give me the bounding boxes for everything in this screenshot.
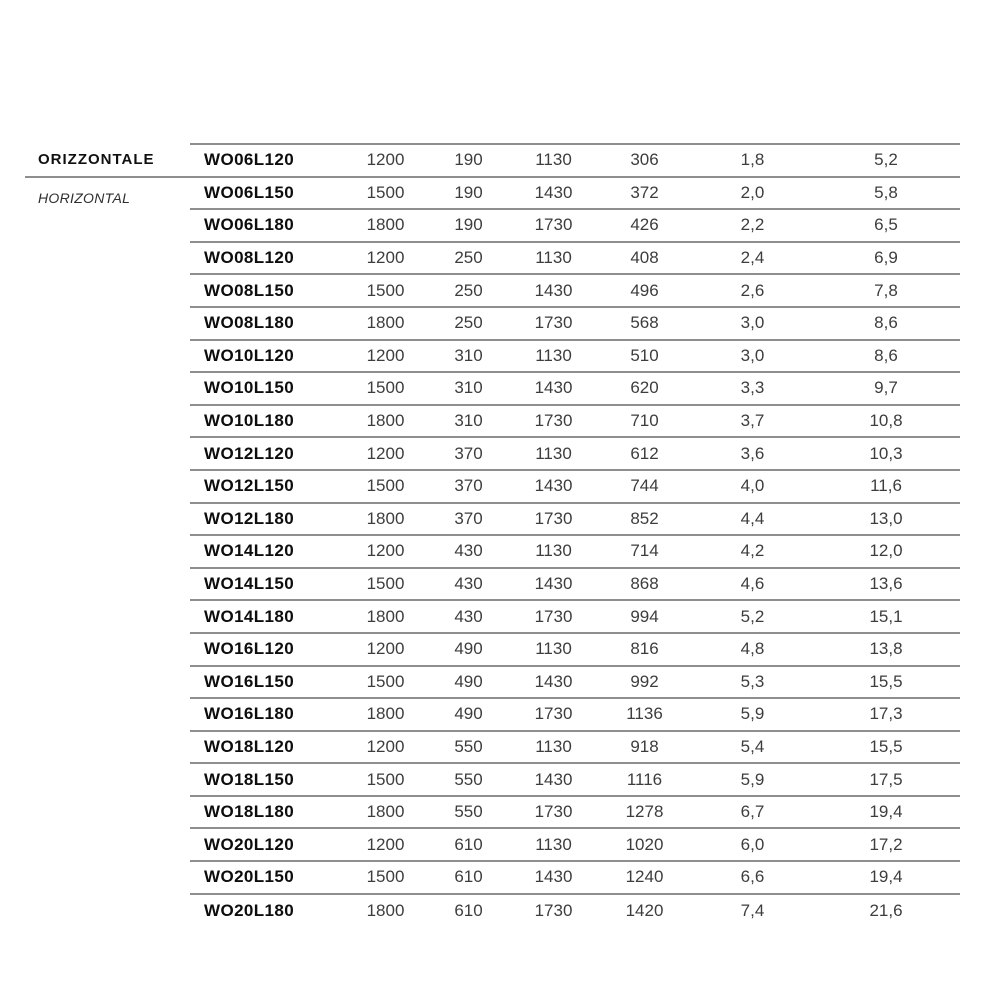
section-divider-line xyxy=(25,176,190,178)
value-cell: 5,2 xyxy=(874,150,898,170)
value-cell: 620 xyxy=(630,378,659,398)
value-cell: 13,6 xyxy=(869,574,903,594)
value-cell: 370 xyxy=(454,476,483,496)
value-cell: 426 xyxy=(630,215,659,235)
table-row xyxy=(190,797,960,830)
value-cell: 550 xyxy=(454,736,483,756)
value-cell: 490 xyxy=(454,639,483,659)
value-cell: 12,0 xyxy=(869,541,903,561)
value-cell: 1130 xyxy=(535,834,572,854)
value-cell: 994 xyxy=(630,606,659,626)
value-cell: 1,8 xyxy=(740,150,765,170)
table-row xyxy=(190,699,960,732)
section-title-english: HORIZONTAL xyxy=(38,190,131,206)
value-cell: 19,4 xyxy=(869,867,903,887)
value-cell: 992 xyxy=(630,671,659,691)
value-cell: 1130 xyxy=(535,541,572,561)
value-cell: 4,2 xyxy=(740,541,765,561)
value-cell: 1800 xyxy=(366,704,405,724)
model-code: WO14L120 xyxy=(204,541,295,561)
table-row xyxy=(190,667,960,700)
value-cell: 1800 xyxy=(366,313,405,333)
value-cell: 1420 xyxy=(625,900,664,920)
value-cell: 370 xyxy=(454,508,483,528)
value-cell: 4,4 xyxy=(740,508,765,528)
value-cell: 310 xyxy=(454,411,483,431)
value-cell: 1800 xyxy=(366,606,405,626)
model-code: WO16L150 xyxy=(204,671,295,691)
model-code: WO08L180 xyxy=(204,313,295,333)
model-code: WO06L180 xyxy=(204,215,295,235)
value-cell: 852 xyxy=(630,508,659,528)
value-cell: 510 xyxy=(630,345,659,365)
value-cell: 1800 xyxy=(366,802,405,822)
table-row xyxy=(190,275,960,308)
value-cell: 2,4 xyxy=(740,248,765,268)
value-cell: 3,0 xyxy=(740,313,765,333)
table-row xyxy=(190,634,960,667)
value-cell: 250 xyxy=(454,313,483,333)
table-row xyxy=(190,569,960,602)
value-cell: 190 xyxy=(454,215,483,235)
model-code: WO18L150 xyxy=(204,769,295,789)
model-code: WO08L120 xyxy=(204,248,295,268)
section-title-italian: ORIZZONTALE xyxy=(38,151,155,168)
value-cell: 15,1 xyxy=(869,606,903,626)
table-row xyxy=(190,895,960,928)
specification-table xyxy=(190,143,960,927)
value-cell: 610 xyxy=(454,834,483,854)
value-cell: 1730 xyxy=(534,802,573,822)
value-cell: 1500 xyxy=(366,476,405,496)
value-cell: 13,0 xyxy=(869,508,903,528)
model-code: WO10L180 xyxy=(204,411,295,431)
value-cell: 8,6 xyxy=(874,313,898,333)
value-cell: 5,3 xyxy=(740,671,765,691)
value-cell: 496 xyxy=(630,280,659,300)
value-cell: 15,5 xyxy=(869,671,903,691)
table-row xyxy=(190,406,960,439)
value-cell: 1200 xyxy=(366,345,405,365)
value-cell: 610 xyxy=(454,900,483,920)
table-row xyxy=(190,341,960,374)
value-cell: 17,3 xyxy=(869,704,903,724)
table-row xyxy=(190,438,960,471)
value-cell: 1500 xyxy=(366,867,405,887)
model-code: WO06L150 xyxy=(204,182,295,202)
value-cell: 1730 xyxy=(534,411,573,431)
value-cell: 310 xyxy=(454,345,483,365)
value-cell: 408 xyxy=(630,248,659,268)
value-cell: 1430 xyxy=(534,867,573,887)
table-row xyxy=(190,536,960,569)
value-cell: 1730 xyxy=(534,900,573,920)
value-cell: 1430 xyxy=(534,769,573,789)
value-cell: 9,7 xyxy=(874,378,898,398)
value-cell: 1200 xyxy=(366,150,405,170)
value-cell: 7,8 xyxy=(874,280,898,300)
value-cell: 1200 xyxy=(366,736,405,756)
value-cell: 1116 xyxy=(626,769,663,789)
value-cell: 190 xyxy=(454,150,483,170)
value-cell: 568 xyxy=(630,313,659,333)
value-cell: 5,4 xyxy=(740,736,765,756)
model-code: WO10L150 xyxy=(204,378,295,398)
table-row xyxy=(190,829,960,862)
value-cell: 612 xyxy=(630,443,659,463)
value-cell: 550 xyxy=(454,802,483,822)
value-cell: 1800 xyxy=(366,215,405,235)
value-cell: 7,4 xyxy=(740,900,765,920)
value-cell: 1730 xyxy=(534,508,573,528)
value-cell: 1136 xyxy=(626,704,663,724)
table-row xyxy=(190,243,960,276)
value-cell: 1278 xyxy=(625,802,664,822)
table-row xyxy=(190,145,960,178)
model-code: WO14L150 xyxy=(204,574,295,594)
value-cell: 5,8 xyxy=(874,182,898,202)
value-cell: 1130 xyxy=(535,639,572,659)
value-cell: 5,9 xyxy=(740,769,765,789)
model-code: WO18L120 xyxy=(204,736,295,756)
value-cell: 1800 xyxy=(366,508,405,528)
value-cell: 1130 xyxy=(535,150,572,170)
value-cell: 306 xyxy=(630,150,659,170)
value-cell: 3,7 xyxy=(740,411,765,431)
value-cell: 5,2 xyxy=(740,606,765,626)
value-cell: 1730 xyxy=(534,313,573,333)
value-cell: 1130 xyxy=(535,345,572,365)
value-cell: 370 xyxy=(454,443,483,463)
value-cell: 1020 xyxy=(625,834,664,854)
value-cell: 1430 xyxy=(534,280,573,300)
value-cell: 372 xyxy=(630,182,659,202)
value-cell: 3,3 xyxy=(740,378,765,398)
value-cell: 10,3 xyxy=(869,443,903,463)
value-cell: 430 xyxy=(454,574,483,594)
value-cell: 19,4 xyxy=(869,802,903,822)
value-cell: 1730 xyxy=(534,215,573,235)
value-cell: 1200 xyxy=(366,248,405,268)
value-cell: 1500 xyxy=(366,280,405,300)
model-code: WO16L180 xyxy=(204,704,295,724)
value-cell: 21,6 xyxy=(869,900,903,920)
value-cell: 6,5 xyxy=(874,215,898,235)
value-cell: 4,0 xyxy=(740,476,765,496)
value-cell: 868 xyxy=(630,574,659,594)
value-cell: 1500 xyxy=(366,574,405,594)
value-cell: 190 xyxy=(454,182,483,202)
model-code: WO20L120 xyxy=(204,834,295,854)
value-cell: 1500 xyxy=(366,182,405,202)
model-code: WO06L120 xyxy=(204,150,295,170)
value-cell: 1130 xyxy=(535,736,572,756)
value-cell: 1800 xyxy=(366,900,405,920)
value-cell: 17,5 xyxy=(869,769,903,789)
value-cell: 6,9 xyxy=(874,248,898,268)
table-row xyxy=(190,764,960,797)
value-cell: 6,0 xyxy=(740,834,765,854)
value-cell: 1200 xyxy=(366,834,405,854)
value-cell: 1800 xyxy=(366,411,405,431)
value-cell: 1430 xyxy=(534,671,573,691)
value-cell: 1500 xyxy=(366,769,405,789)
table-row xyxy=(190,504,960,537)
table-row xyxy=(190,732,960,765)
value-cell: 1500 xyxy=(366,671,405,691)
value-cell: 17,2 xyxy=(869,834,903,854)
value-cell: 1430 xyxy=(534,182,573,202)
value-cell: 490 xyxy=(454,671,483,691)
value-cell: 6,7 xyxy=(740,802,765,822)
value-cell: 816 xyxy=(630,639,659,659)
model-code: WO20L150 xyxy=(204,867,295,887)
table-row xyxy=(190,471,960,504)
value-cell: 2,6 xyxy=(740,280,765,300)
value-cell: 744 xyxy=(630,476,659,496)
value-cell: 3,6 xyxy=(740,443,765,463)
model-code: WO18L180 xyxy=(204,802,295,822)
value-cell: 714 xyxy=(630,541,659,561)
value-cell: 13,8 xyxy=(869,639,903,659)
table-row xyxy=(190,210,960,243)
value-cell: 11,6 xyxy=(870,476,902,496)
table-row xyxy=(190,308,960,341)
value-cell: 1430 xyxy=(534,378,573,398)
value-cell: 1730 xyxy=(534,606,573,626)
value-cell: 250 xyxy=(454,248,483,268)
value-cell: 3,0 xyxy=(740,345,765,365)
value-cell: 2,2 xyxy=(740,215,765,235)
value-cell: 2,0 xyxy=(740,182,765,202)
value-cell: 8,6 xyxy=(874,345,898,365)
value-cell: 550 xyxy=(454,769,483,789)
model-code: WO12L120 xyxy=(204,443,295,463)
value-cell: 1130 xyxy=(535,443,572,463)
table-row xyxy=(190,178,960,211)
value-cell: 15,5 xyxy=(869,736,903,756)
value-cell: 1430 xyxy=(534,476,573,496)
value-cell: 310 xyxy=(454,378,483,398)
model-code: WO12L150 xyxy=(204,476,295,496)
model-code: WO12L180 xyxy=(204,508,295,528)
value-cell: 918 xyxy=(630,736,659,756)
value-cell: 490 xyxy=(454,704,483,724)
table-row xyxy=(190,373,960,406)
value-cell: 610 xyxy=(454,867,483,887)
value-cell: 1200 xyxy=(366,443,405,463)
value-cell: 1200 xyxy=(366,541,405,561)
value-cell: 1430 xyxy=(534,574,573,594)
value-cell: 1200 xyxy=(366,639,405,659)
value-cell: 1730 xyxy=(534,704,573,724)
model-code: WO08L150 xyxy=(204,280,295,300)
value-cell: 4,8 xyxy=(740,639,765,659)
value-cell: 1500 xyxy=(366,378,405,398)
table-row xyxy=(190,601,960,634)
model-code: WO10L120 xyxy=(204,345,295,365)
value-cell: 5,9 xyxy=(740,704,765,724)
value-cell: 250 xyxy=(454,280,483,300)
value-cell: 6,6 xyxy=(740,867,765,887)
value-cell: 430 xyxy=(454,541,483,561)
value-cell: 710 xyxy=(630,411,659,431)
model-code: WO14L180 xyxy=(204,606,295,626)
model-code: WO20L180 xyxy=(204,900,295,920)
value-cell: 4,6 xyxy=(740,574,765,594)
value-cell: 1240 xyxy=(625,867,664,887)
value-cell: 430 xyxy=(454,606,483,626)
model-code: WO16L120 xyxy=(204,639,295,659)
table-row xyxy=(190,862,960,895)
value-cell: 1130 xyxy=(535,248,572,268)
value-cell: 10,8 xyxy=(869,411,903,431)
